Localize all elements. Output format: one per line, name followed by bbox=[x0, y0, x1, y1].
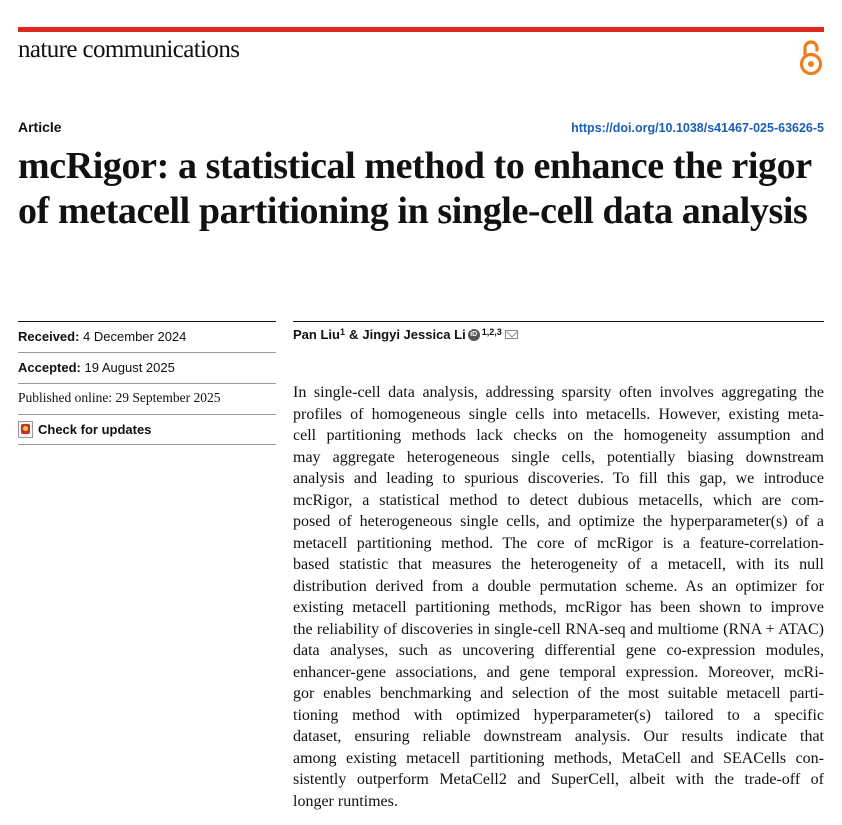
published-value: 29 September 2025 bbox=[115, 390, 221, 405]
accepted-date bbox=[18, 360, 276, 375]
abstract-line: dataset, ensuring reliable downstream analysis. Our results indicate that bbox=[293, 728, 824, 745]
abstract bbox=[293, 382, 824, 812]
received-value: 4 December 2024 bbox=[83, 329, 187, 344]
meta-divider bbox=[18, 414, 276, 415]
meta-divider bbox=[18, 352, 276, 353]
abstract-line: cell partitioning methods lack checks on the homogeneity assumption and bbox=[293, 427, 824, 444]
accepted-label: Accepted: bbox=[18, 360, 81, 375]
abstract-line: distribution derived from a double permutation scheme. As an optimizer for bbox=[293, 577, 824, 595]
abstract-line: In single-cell data analysis, addressing sparsity often involves aggregating the bbox=[293, 384, 824, 401]
check-for-updates-label: Check for updates bbox=[38, 422, 152, 437]
journal-name[interactable]: nature communications bbox=[18, 36, 240, 63]
abstract-line: may aggregate heterogeneous single cells, potentially biasing downstream bbox=[293, 448, 824, 466]
abstract-line: analysis and leading to spurious discoveries. To fill this gap, we introduce bbox=[293, 470, 824, 487]
orcid-icon[interactable]: iD bbox=[468, 329, 480, 341]
meta-divider bbox=[18, 383, 276, 384]
abstract-line: among existing metacell partitioning methods, MetaCell and SEACells con- bbox=[293, 749, 824, 767]
abstract-line: gor enables benchmarking and selection of the most suitable metacell parti- bbox=[293, 685, 824, 702]
published-date bbox=[18, 390, 276, 406]
author-list: Pan Liu $^1$ & Jingyi Jessica Li iD $^{1,2,3}$ bbox=[293, 327, 518, 342]
article-type: Article bbox=[18, 119, 62, 135]
abstract-line: existing metacell partitioning methods, mcRigor has been shown to improve bbox=[293, 599, 824, 616]
abstract-line: profiles of homogeneous single cells into metacells. However, existing meta- bbox=[293, 405, 824, 423]
published-label: Published online: bbox=[18, 390, 113, 405]
article-title: mcRigor: a statistical method to enhance the rigor of metacell partitioning in single-cell data analysis bbox=[18, 145, 811, 232]
abstract-line: enhancer-gene associations, and gene temporal expression. Moreover, mcRi- bbox=[293, 663, 824, 681]
open-access-icon bbox=[798, 38, 824, 76]
doi-link[interactable]: https://doi.org/10.1038/s41467-025-63626-5 bbox=[571, 121, 824, 135]
abstract-line: metacell partitioning method. The core of mcRigor is a feature-correlation- bbox=[293, 534, 824, 552]
check-for-updates-button[interactable] bbox=[18, 421, 151, 438]
abstract-line: sistently outperform MetaCell2 and SuperCell, albeit with the trade-off of bbox=[293, 771, 824, 788]
abstract-line: tioning method with optimized hyperparameter(s) tailored to a specific bbox=[293, 706, 824, 724]
abstract-line: posed of heterogeneous single cells, and optimize the hyperparameter(s) of a bbox=[293, 513, 824, 530]
abstract-line: longer runtimes. bbox=[293, 792, 398, 810]
author-name[interactable]: Pan Liu bbox=[293, 327, 340, 342]
abstract-line: the reliability of discoveries in single-cell RNA-seq and multiome (RNA + ATAC) bbox=[293, 620, 824, 638]
abstract-line: data analyses, such as uncovering differential gene co-expression modules, bbox=[293, 642, 824, 659]
meta-divider bbox=[18, 444, 276, 445]
accepted-value: 19 August 2025 bbox=[84, 360, 175, 375]
email-icon[interactable] bbox=[505, 330, 518, 339]
left-column-top-rule bbox=[18, 321, 276, 322]
author-separator: & bbox=[348, 327, 359, 342]
received-date bbox=[18, 329, 276, 344]
received-label: Received: bbox=[18, 329, 80, 344]
crossmark-icon bbox=[18, 421, 33, 438]
author-name[interactable]: Jingyi Jessica Li bbox=[362, 327, 466, 342]
abstract-line: mcRigor, a statistical method to detect dubious metacells, which are com- bbox=[293, 491, 824, 509]
journal-accent-bar bbox=[18, 27, 824, 32]
abstract-line: based statistic that measures the heterogeneity of a metacell, with its null bbox=[293, 556, 824, 573]
right-column-top-rule bbox=[293, 321, 824, 322]
